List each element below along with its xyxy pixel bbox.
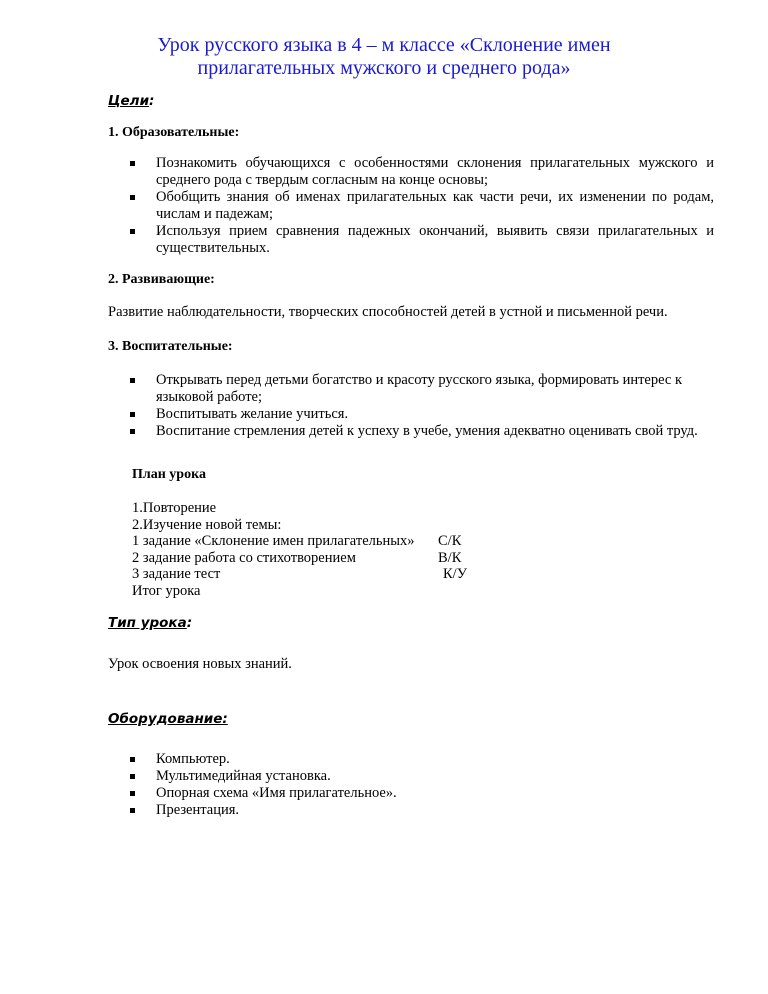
list-item-text: Презентация.: [156, 802, 240, 818]
list-item: [156, 785, 556, 802]
plan-row: [132, 517, 492, 534]
list-item-text: Обобщить знания об именах прилагательных как части речи, их изменении по родам, числам и падежам;: [156, 189, 714, 222]
plan-row-code: К/У: [443, 566, 467, 582]
plan-row-code: В/К: [438, 549, 462, 566]
plan-row: [132, 550, 492, 567]
plan-row-code: С/К: [438, 533, 462, 549]
plan-row-text: 1.Повторение: [132, 500, 217, 516]
lesson-type-heading-text: Тип урока: [108, 615, 187, 631]
list-item: [156, 155, 714, 189]
list-item-text: Познакомить обучающихся с особенностями склонения прилагательных мужского и среднего рода с твердым согласным на конце основы;: [156, 155, 714, 188]
lesson-type-heading-colon: :: [186, 615, 193, 631]
upbringing-heading: 3. Воспитательные:: [108, 339, 233, 354]
plan-row: [132, 583, 492, 600]
square-bullet-icon: [130, 791, 135, 796]
goals-heading-text: Цели: [108, 93, 150, 109]
list-item: [156, 406, 716, 423]
plan-row: [132, 566, 492, 583]
lesson-type-heading: [108, 615, 192, 631]
list-item-text: Опорная схема «Имя прилагательное».: [156, 785, 397, 801]
square-bullet-icon: [130, 774, 135, 779]
equipment-heading-text: Оборудование:: [108, 711, 228, 727]
list-item: [156, 423, 716, 440]
developing-heading: 2. Развивающие:: [108, 272, 215, 287]
plan-row-text: 1 задание «Склонение имен прилагательных»: [132, 533, 415, 549]
list-item: [156, 802, 556, 819]
list-item-text: Воспитывать желание учиться.: [156, 406, 349, 422]
list-item-text: Компьютер.: [156, 751, 230, 767]
plan-heading: План урока: [132, 467, 206, 482]
plan-list: [132, 500, 492, 599]
square-bullet-icon: [130, 378, 135, 383]
square-bullet-icon: [130, 757, 135, 762]
developing-text: Развитие наблюдательности, творческих способностей детей в устной и письменной речи.: [108, 304, 668, 320]
list-item: [156, 751, 556, 768]
lesson-type-text: Урок освоения новых знаний.: [108, 656, 292, 672]
title-line-1: Урок русского языка в 4 – м классе «Склонение имен: [157, 34, 611, 56]
square-bullet-icon: [130, 429, 135, 434]
list-item-text: Используя прием сравнения падежных окончаний, выявить связи прилагательных и существительных.: [156, 223, 714, 256]
plan-row-text: 3 задание тест: [132, 566, 221, 582]
square-bullet-icon: [130, 161, 135, 166]
list-item-text: Воспитание стремления детей к успеху в учебе, умения адекватно оценивать свой труд.: [156, 423, 698, 439]
equipment-heading: [108, 711, 228, 727]
goals-heading: [108, 93, 154, 109]
list-item-text: Мультимедийная установка.: [156, 768, 331, 784]
square-bullet-icon: [130, 229, 135, 234]
plan-row-text: Итог урока: [132, 582, 201, 599]
title-line-2: прилагательных мужского и среднего рода»: [197, 57, 571, 79]
list-item: [156, 768, 556, 785]
list-item-text: Открывать перед детьми богатство и красоту русского языка, формировать интерес к языковой работе;: [156, 372, 683, 405]
plan-row-text: 2.Изучение новой темы:: [132, 516, 282, 533]
plan-row-text: 2 задание работа со стихотворением: [132, 549, 356, 566]
square-bullet-icon: [130, 808, 135, 813]
document-title: [60, 34, 708, 80]
upbringing-list: [156, 372, 716, 440]
educational-heading: 1. Образовательные:: [108, 125, 240, 140]
educational-list: [156, 155, 714, 257]
equipment-list: [156, 751, 556, 819]
square-bullet-icon: [130, 412, 135, 417]
plan-row: [132, 533, 492, 550]
list-item: [156, 372, 716, 406]
goals-heading-colon: :: [149, 93, 155, 109]
square-bullet-icon: [130, 195, 135, 200]
plan-row: [132, 500, 492, 517]
list-item: [156, 223, 714, 257]
list-item: [156, 189, 714, 223]
